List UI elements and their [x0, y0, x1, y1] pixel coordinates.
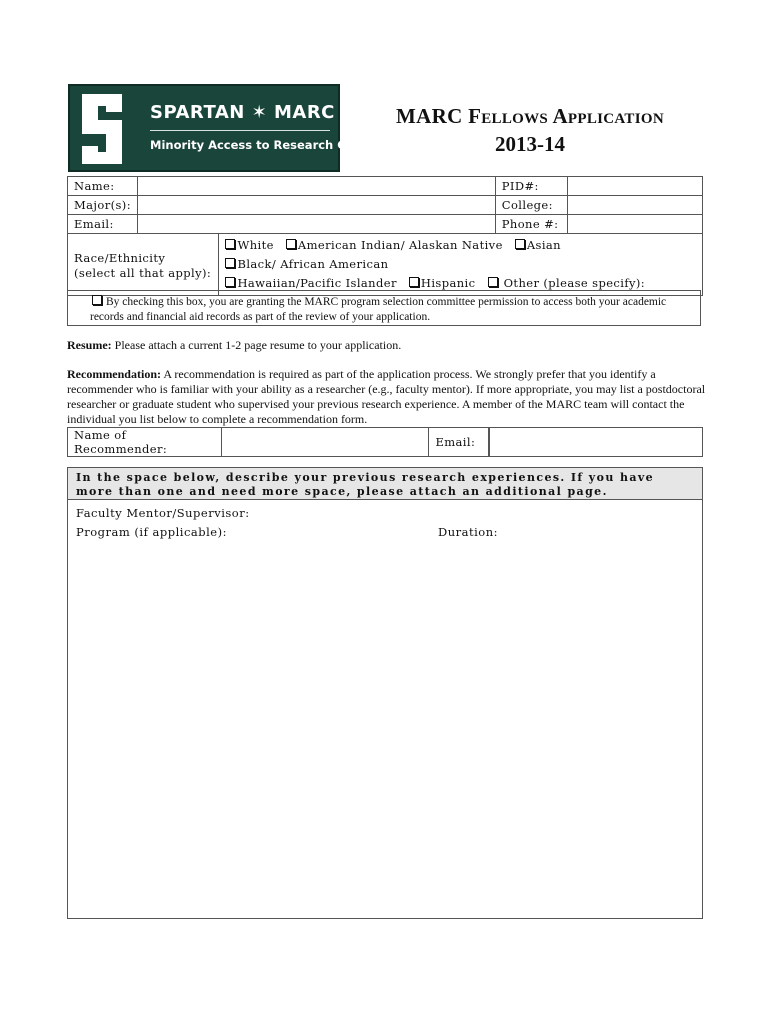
checkbox-icon[interactable]: [515, 239, 525, 249]
phone-field[interactable]: [567, 215, 702, 234]
race-option-white[interactable]: White: [225, 238, 273, 252]
resume-instructions: [67, 338, 707, 353]
duration-label: Duration:: [438, 525, 498, 539]
race-options: [219, 234, 703, 296]
resume-label: Resume:: [67, 338, 112, 352]
consent-statement: [90, 295, 690, 325]
major-field[interactable]: [137, 196, 495, 215]
resume-text: Please attach a current 1-2 page resume to your application.: [111, 338, 402, 352]
pid-label: PID#:: [495, 177, 567, 196]
page-year: 2013-14: [495, 132, 565, 156]
pid-field[interactable]: [567, 177, 702, 196]
table-row: [68, 234, 703, 296]
research-experience-box: [67, 467, 703, 919]
recommendation-label: Recommendation:: [67, 367, 161, 381]
recommender-email-field[interactable]: [489, 428, 703, 457]
applicant-info-table: [67, 176, 703, 296]
table-row: [68, 215, 703, 234]
consent-checkbox[interactable]: [92, 295, 102, 305]
page-title: MARC Fellows Application: [396, 104, 664, 128]
checkbox-icon[interactable]: [225, 239, 235, 249]
checkbox-icon[interactable]: [488, 277, 498, 287]
records-consent-box: [67, 290, 701, 326]
race-option-black[interactable]: Black/ African American: [225, 257, 388, 271]
checkbox-icon[interactable]: [225, 277, 235, 287]
recommendation-text: A recommendation is required as part of the application process. We strongly prefer that you identify a recommender who is familiar with your ability as a researcher (e.g., faculty mentor). If more appropriate, you may list a postdoctoral researcher or graduate student who supervised your previous research experience. A member of the MARC team will contact the individual you list below to complete a recommendation form.: [67, 367, 706, 426]
college-label: College:: [495, 196, 567, 215]
race-label-cell: [68, 234, 219, 296]
research-heading-bar: [68, 468, 702, 500]
race-option-hawaiian[interactable]: Hawaiian/Pacific Islander: [225, 276, 396, 290]
spartan-s-icon: [76, 90, 128, 168]
race-option-other[interactable]: Other (please specify):: [488, 276, 646, 290]
email-label: Email:: [68, 215, 138, 234]
recommendation-instructions: [67, 367, 707, 427]
race-option-asian[interactable]: Asian: [515, 238, 561, 252]
recommender-table: [67, 427, 703, 457]
race-label: Race/Ethnicity: [74, 250, 166, 265]
checkbox-icon[interactable]: [286, 239, 296, 249]
checkbox-icon[interactable]: [225, 258, 235, 268]
race-sublabel: (select all that apply):: [74, 265, 212, 280]
checkbox-icon[interactable]: [409, 277, 419, 287]
phone-label: Phone #:: [495, 215, 567, 234]
logo-brand-text: SPARTAN ✶ MARC: [150, 102, 335, 123]
faculty-mentor-label: Faculty Mentor/Supervisor:: [76, 506, 250, 520]
table-row: [68, 196, 703, 215]
recommender-name-label: Name of Recommender:: [68, 428, 222, 457]
logo-subtitle: Minority Access to Research Careers: [150, 138, 388, 152]
college-field[interactable]: [567, 196, 702, 215]
race-option-hispanic[interactable]: Hispanic: [409, 276, 476, 290]
recommender-email-label: Email:: [429, 428, 489, 457]
name-label: Name:: [68, 177, 138, 196]
spartan-marc-logo: [68, 84, 388, 172]
table-row: [68, 428, 703, 457]
consent-text: By checking this box, you are granting the MARC program selection committee permission to access both your academic records and financial aid records as part of the review of your application.: [90, 296, 667, 323]
logo-divider: [150, 130, 330, 131]
major-label: Major(s):: [68, 196, 138, 215]
race-option-american-indian[interactable]: American Indian/ Alaskan Native: [286, 238, 503, 252]
program-label: Program (if applicable):: [76, 525, 227, 539]
recommender-name-field[interactable]: [221, 428, 429, 457]
table-row: [68, 177, 703, 196]
research-heading: In the space below, describe your previous research experiences. If you have more than one and need more space, please attach an additional page.: [76, 471, 655, 498]
name-field[interactable]: [137, 177, 495, 196]
email-field[interactable]: [137, 215, 495, 234]
